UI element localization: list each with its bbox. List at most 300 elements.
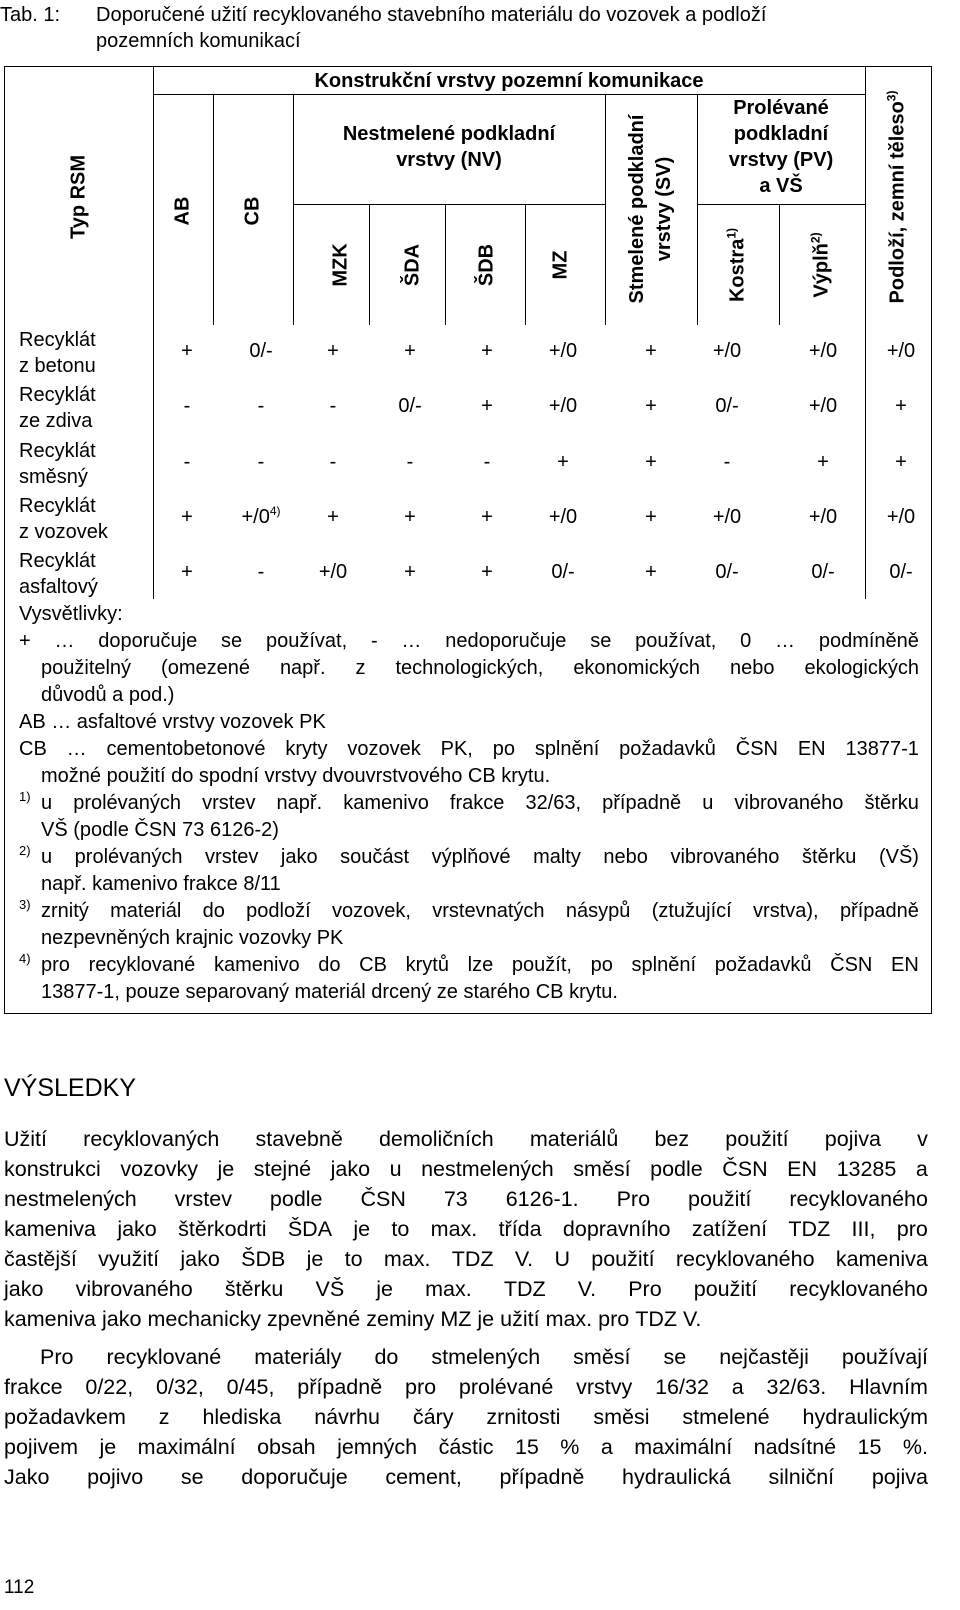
table-cell: + [181, 506, 193, 528]
legend-line-13 [41, 952, 919, 979]
paragraph-word: pojivo [87, 1465, 144, 1489]
paragraph-word: 0/45, [226, 1375, 275, 1399]
paragraph-word: se [180, 1465, 204, 1489]
legend-word: součást [340, 846, 410, 868]
paragraph-line [4, 1462, 928, 1492]
header-kostra-note: 1) [724, 227, 739, 239]
legend-word: 32/63, [525, 792, 582, 814]
paragraph-word: bez [654, 1127, 690, 1151]
legend-word: ekonomických [573, 657, 701, 679]
paragraph-word: %. [902, 1435, 928, 1459]
legend-word: kryty [285, 738, 328, 760]
paragraph-word: jako [102, 1307, 142, 1331]
paragraph-word: použití [688, 1187, 752, 1211]
paragraph-word: nejčastěji [719, 1345, 809, 1369]
table-rule [525, 204, 526, 325]
legend-line-10: např. kamenivo frakce 8/11 [41, 873, 281, 895]
table-cell: 0/- [715, 395, 739, 417]
legend-word: + [19, 630, 31, 652]
table-rule [605, 94, 606, 325]
legend-word: doporučuje [98, 630, 198, 652]
header-prolevane-line2: podkladní [733, 123, 829, 145]
paragraph-word: nadsítné [753, 1435, 837, 1459]
table-cell: + [181, 561, 193, 583]
legend-word: vrstevnatých [432, 900, 545, 922]
paragraph-word: maximální [137, 1435, 236, 1459]
paragraph-word: max. [383, 1247, 431, 1271]
paragraph-word: používají [841, 1345, 928, 1369]
table-cell: +/0 [886, 340, 916, 362]
paragraph-word: častější [4, 1247, 77, 1271]
paragraph-word: EN [787, 1157, 818, 1181]
paragraph-word: kameniva [4, 1307, 97, 1331]
table-cell: + [645, 340, 657, 362]
paragraph-word: vozovky [120, 1157, 198, 1181]
legend-title: Vysvětlivky: [19, 603, 123, 625]
legend-line [41, 844, 919, 871]
paragraph-word: ŠDA [287, 1217, 333, 1241]
paragraph-word: čáry [412, 1405, 454, 1429]
paragraph-word: nestmelených [4, 1187, 137, 1211]
legend-line-8: VŠ (podle ČSN 73 6126-2) [41, 819, 279, 841]
paragraph-word: směsí [573, 1345, 631, 1369]
legend-word: používat, [265, 630, 348, 652]
header-podlozi-note: 3) [884, 90, 899, 102]
paragraph-word: dopravního [562, 1217, 671, 1241]
paragraph-word: ŠDB [241, 1247, 286, 1271]
legend-word: ČSN [735, 738, 778, 760]
paragraph-word: je [217, 1157, 235, 1181]
paragraph-word: podle [650, 1157, 703, 1181]
paragraph-word: hydraulickým [802, 1405, 928, 1429]
header-stmelene-line1: Stmelené podkladní [626, 114, 648, 304]
table-cell: +/0 [712, 340, 742, 362]
paragraph-word: TDZ [503, 1277, 546, 1301]
paragraph-word: hlediska [202, 1405, 282, 1429]
table-cell: + [481, 340, 493, 362]
legend-word: EN [891, 954, 919, 976]
paragraph-word: Pro [616, 1187, 651, 1211]
legend-word: lze [467, 954, 494, 976]
paragraph-word: silniční [768, 1465, 835, 1489]
paragraph-word: štěrku [224, 1277, 284, 1301]
paragraph-word: Pro [40, 1345, 74, 1369]
legend-word: … [66, 738, 87, 760]
row-label-line2: ze zdiva [19, 410, 93, 432]
table-cell: + [481, 561, 493, 583]
paragraph-word: pojiva [824, 1127, 881, 1151]
legend-word: používat, [635, 630, 717, 652]
paragraph-word: návrhu [314, 1405, 380, 1429]
legend-word: vibrovaného [670, 846, 780, 868]
table-cell: +/0 [808, 340, 838, 362]
table-cell: $+/0^{4)}$ [241, 504, 281, 528]
legend-word: požadavků [714, 954, 812, 976]
paragraph-word: max. [425, 1277, 472, 1301]
paragraph-word: zpevněné [266, 1307, 361, 1331]
legend-line [19, 628, 919, 655]
header-stmelene-line2: vrstvy (SV) [653, 156, 675, 262]
legend-word: vrstva), [753, 900, 819, 922]
table-cell: + [404, 506, 416, 528]
legend-word: vrstev [205, 846, 259, 868]
paragraph-1 [4, 1124, 928, 1334]
table-rule [445, 204, 446, 325]
table-cell: 0/- [551, 561, 575, 583]
legend-word: ČSN [830, 954, 873, 976]
header-kostra-text: Kostra [726, 238, 749, 303]
legend-word: CB [359, 954, 387, 976]
paragraph-word: MZ [440, 1307, 472, 1331]
legend-word: případně [839, 900, 919, 922]
paragraph-word: materiály [254, 1345, 342, 1369]
legend-word: podloží [246, 900, 311, 922]
paragraph-word: je [376, 1277, 394, 1301]
paragraph-word: to [344, 1247, 363, 1271]
legend-word: CB [19, 738, 47, 760]
table-cell: - [329, 451, 337, 473]
paragraph-word: hydraulická [622, 1465, 731, 1489]
paragraph-word: Užití [4, 1127, 47, 1151]
paragraph-word: štěrkodrti [178, 1217, 267, 1241]
paragraph-word: je [306, 1247, 324, 1271]
table-cell: + [645, 506, 657, 528]
row-label-line2: z betonu [19, 355, 96, 377]
paragraph-line [4, 1304, 928, 1334]
paragraph-word: cement, [385, 1465, 462, 1489]
row-label-line2: směsný [19, 466, 88, 488]
paragraph-word: doporučuje [241, 1465, 348, 1489]
header-konstrukcni-vrstvy: Konstrukční vrstvy pozemní komunikace [314, 70, 704, 92]
paragraph-word: mechanicky [147, 1307, 261, 1331]
header-prolevane-line4: a VŠ [759, 175, 803, 197]
legend-line-4: AB … asfaltové vrstvy vozovek PK [19, 711, 326, 733]
paragraph-word: je [477, 1307, 495, 1331]
paragraph-word: kameniva [4, 1217, 97, 1241]
legend-line [41, 952, 919, 979]
legend-line [41, 898, 919, 925]
paragraph-word: použití [725, 1127, 789, 1151]
table-cell: +/0 [548, 395, 578, 417]
paragraph-word: jako [4, 1277, 44, 1301]
legend-line-11 [41, 898, 919, 925]
legend-word: frakce [449, 792, 505, 814]
paragraph-word: se [663, 1345, 687, 1369]
legend-word: (omezené [161, 657, 250, 679]
header-nestmelene-line2: vrstvy (NV) [396, 149, 502, 171]
table-cell: + [327, 506, 339, 528]
legend-word: kamenivo [343, 792, 429, 814]
table-cell: 0/- [249, 340, 273, 362]
legend-word: např. [279, 657, 326, 679]
table-cell: - [723, 451, 731, 473]
paragraph-word: jako [180, 1247, 220, 1271]
legend-word: požadavků [619, 738, 716, 760]
paragraph-word: 13285 [836, 1157, 897, 1181]
table-cell: + [645, 561, 657, 583]
header-cb: CB [241, 196, 264, 226]
paragraph-word: užití [500, 1307, 540, 1331]
paragraph-word: frakce [4, 1375, 63, 1399]
paragraph-word: podle [269, 1187, 323, 1211]
legend-word: zrnitý [41, 900, 89, 922]
paragraph-word: stmelených [431, 1345, 541, 1369]
paragraph-word: zrnitosti [486, 1405, 561, 1429]
paragraph-word: jemných [337, 1435, 418, 1459]
paragraph-line [4, 1372, 928, 1402]
legend-word: 0 [740, 630, 752, 652]
legend-word: do [202, 900, 225, 922]
header-prolevane [697, 95, 865, 199]
row-label-line2: asfaltový [19, 576, 98, 598]
legend-word: vibrovaného [734, 792, 844, 814]
legend-word: u [41, 792, 53, 814]
legend-word: štěrku [864, 792, 919, 814]
paragraph-word: materiálů [529, 1127, 619, 1151]
paragraph-word: Pro [628, 1277, 662, 1301]
legend-line-7 [41, 790, 919, 817]
paragraph-word: ČSN [360, 1187, 406, 1211]
legend-line [41, 655, 919, 682]
paragraph-word: U [554, 1247, 570, 1271]
legend-line-5 [19, 736, 919, 763]
paragraph-line [4, 1124, 928, 1154]
legend-word: PK, [440, 738, 473, 760]
paragraph-word: 73 [443, 1187, 468, 1211]
table-cell: + [481, 506, 493, 528]
paragraph-word: V. [577, 1277, 597, 1301]
header-vypln-text: Výplň [810, 243, 833, 298]
paragraph-word: V. [683, 1307, 702, 1331]
paragraph-word: 15 [514, 1435, 539, 1459]
legend-word: nebo [603, 846, 648, 868]
paragraph-word: z [158, 1405, 170, 1429]
paragraph-line [4, 1432, 928, 1462]
table-cell: +/0 [318, 561, 348, 583]
table-cell: - [183, 395, 191, 417]
legend-word: … [401, 630, 422, 652]
paragraph-word: vrstvy [576, 1375, 633, 1399]
paragraph-word: ČSN [722, 1157, 768, 1181]
table-cell: - [257, 451, 265, 473]
caption-number: Tab. 1: [0, 4, 61, 26]
footnote-4-marker: 4) [19, 951, 31, 966]
legend-line-6: možné použití do spodní vrstvy dvouvrstvového CB krytu. [41, 765, 551, 787]
row-label-line1: Recyklát [19, 550, 96, 572]
table-cell: + [645, 395, 657, 417]
legend-word: jako [280, 846, 318, 868]
legend-word: použít, [511, 954, 572, 976]
legend-line-9 [41, 844, 919, 871]
table-rule [779, 204, 780, 325]
paragraph-word: směsi [593, 1405, 650, 1429]
paragraph-word: 16/32 [655, 1375, 709, 1399]
paragraph-word: je [99, 1435, 117, 1459]
header-sda: ŠDA [401, 243, 424, 287]
table-cell: - [257, 561, 265, 583]
legend-word: (VŠ) [878, 846, 919, 868]
paragraph-word: prolévané [458, 1375, 554, 1399]
table-cell: + [404, 340, 416, 362]
header-mz: MZ [549, 250, 572, 280]
paragraph-word: využití [98, 1247, 160, 1271]
table-cell: +/0 [712, 506, 742, 528]
legend-word: po [590, 954, 613, 976]
paragraph-word: 0/22, [85, 1375, 134, 1399]
table-cell: - [183, 451, 191, 473]
legend-line-3: důvodů a pod.) [41, 684, 175, 706]
header-vypln [808, 232, 834, 298]
paragraph-word: do [374, 1345, 399, 1369]
table-cell: +/0 [808, 506, 838, 528]
table-rule [865, 67, 866, 599]
footnote-1-marker: 1) [19, 789, 31, 804]
table-cell: + [895, 451, 907, 473]
table-cell: +/0 [886, 506, 916, 528]
paragraph-word: a [915, 1157, 928, 1181]
legend-word: (ztužující [651, 900, 732, 922]
legend-word: do [318, 954, 341, 976]
table-cell: +/0 [548, 340, 578, 362]
header-ab: AB [171, 196, 194, 226]
paragraph-word: to [391, 1217, 410, 1241]
legend-word: materiál [110, 900, 182, 922]
header-prolevane-line3: vrstvy (PV) [728, 149, 834, 171]
legend-word: malty [533, 846, 581, 868]
footnote-3-marker: 3) [19, 897, 31, 912]
caption-line-2: pozemních komunikací [96, 30, 301, 52]
legend-word: … [54, 630, 75, 652]
page-number: 112 [4, 1577, 35, 1598]
paragraph-word: TDZ [451, 1247, 494, 1271]
paragraph-word: stavebně [255, 1127, 343, 1151]
legend-word: se [590, 630, 612, 652]
legend-word: nebo [730, 657, 775, 679]
legend-word: případně [602, 792, 682, 814]
header-podlozi [884, 90, 910, 304]
legend-word: krytů [405, 954, 449, 976]
paragraph-word: částic [438, 1435, 494, 1459]
paragraph-word: 6126-1. [505, 1187, 579, 1211]
legend-word: ekologických [804, 657, 919, 679]
table-cell: + [645, 451, 657, 473]
header-stmelene [624, 115, 678, 304]
paragraph-word: recyklovaného [789, 1277, 928, 1301]
footnote-2-marker: 2) [19, 843, 31, 858]
paragraph-word: max. [545, 1307, 593, 1331]
paragraph-word: jako [117, 1217, 157, 1241]
table-cell: + [481, 395, 493, 417]
header-nestmelene-line1: Nestmelené podkladní [342, 123, 556, 145]
paragraph-word: a [600, 1435, 613, 1459]
header-sdb: ŠDB [475, 243, 498, 287]
paragraph-word: vrstev [174, 1187, 232, 1211]
legend-word: vozovek [347, 738, 421, 760]
legend-word: prolévaných [74, 846, 183, 868]
caption-line-1: Doporučené užití recyklovaného stavebního materiálu do vozovek a podloží [96, 4, 767, 26]
legend-word: splnění [534, 738, 600, 760]
legend-word: splnění [631, 954, 697, 976]
table-cell-note: 4) [269, 504, 281, 518]
legend-word: recyklované [88, 954, 196, 976]
paragraph-word: zatížení [691, 1217, 768, 1241]
paragraph-word: Hlavním [849, 1375, 928, 1399]
legend-word: - [370, 630, 378, 652]
table-cell: - [329, 395, 337, 417]
paragraph-word: u [389, 1157, 402, 1181]
paragraph-word: je [353, 1217, 371, 1241]
legend-word: použitelný [41, 657, 132, 679]
paragraph-word: případně [499, 1465, 585, 1489]
legend-word: se [221, 630, 243, 652]
paragraph-word: v [917, 1127, 928, 1151]
header-vypln-note: 2) [808, 232, 823, 244]
table-rule [369, 204, 370, 325]
table-rule [697, 204, 865, 205]
paragraph-line [4, 1244, 928, 1274]
legend-word: pro [41, 954, 70, 976]
section-title: VÝSLEDKY [4, 1074, 137, 1102]
paragraph-word: zeminy [366, 1307, 435, 1331]
paragraph-word: V. [514, 1247, 534, 1271]
legend-word: … [775, 630, 796, 652]
paragraph-word: obsah [257, 1435, 316, 1459]
paragraph-line [4, 1402, 928, 1432]
table-cell: 0/- [715, 561, 739, 583]
paragraph-word: pro [405, 1375, 437, 1399]
paragraph-word: TDZ [635, 1307, 678, 1331]
table-cell: + [895, 395, 907, 417]
legend-line-2 [41, 655, 919, 682]
header-mzk: MZK [329, 243, 352, 287]
table-cell: + [181, 340, 193, 362]
header-kostra [724, 227, 750, 303]
paragraph-word: pro [896, 1217, 928, 1241]
legend-word: násypů [565, 900, 631, 922]
paragraph-word: pojivem [4, 1435, 79, 1459]
row-label-line1: Recyklát [19, 440, 96, 462]
table-cell: - [257, 395, 265, 417]
header-typ-rsm: Typ RSM [67, 154, 90, 240]
paragraph-word: Jako [4, 1465, 50, 1489]
table-cell: + [404, 561, 416, 583]
paragraph-word: 15 [857, 1435, 882, 1459]
paragraph-word: třída [498, 1217, 542, 1241]
paragraph-word: použití [591, 1247, 655, 1271]
paragraph-word: 0/32, [156, 1375, 204, 1399]
paragraph-word: stejné [253, 1157, 312, 1181]
paragraph-word: VŠ [315, 1277, 345, 1301]
paragraph-word: požadavkem [4, 1405, 126, 1429]
legend-word: u [702, 792, 714, 814]
table-cell: + [817, 451, 829, 473]
legend-line-1 [19, 628, 919, 655]
paragraph-word: maximální [634, 1435, 733, 1459]
table-cell: - [406, 451, 414, 473]
header-prolevane-line1: Prolévané [733, 97, 829, 119]
legend-word: štěrku [801, 846, 857, 868]
legend-word: 13877-1 [845, 738, 919, 760]
paragraph-word: směsí [573, 1157, 631, 1181]
legend-line [41, 790, 919, 817]
paragraph-word: % [560, 1435, 580, 1459]
paragraph-word: recyklovaných [83, 1127, 220, 1151]
paragraph-word: případně [297, 1375, 383, 1399]
legend-word: nedoporučuje [445, 630, 567, 652]
row-label-line1: Recyklát [19, 495, 96, 517]
paragraph-word: pojiva [871, 1465, 928, 1489]
legend-line-12: nezpevněných krajnic vozovky PK [41, 927, 344, 949]
